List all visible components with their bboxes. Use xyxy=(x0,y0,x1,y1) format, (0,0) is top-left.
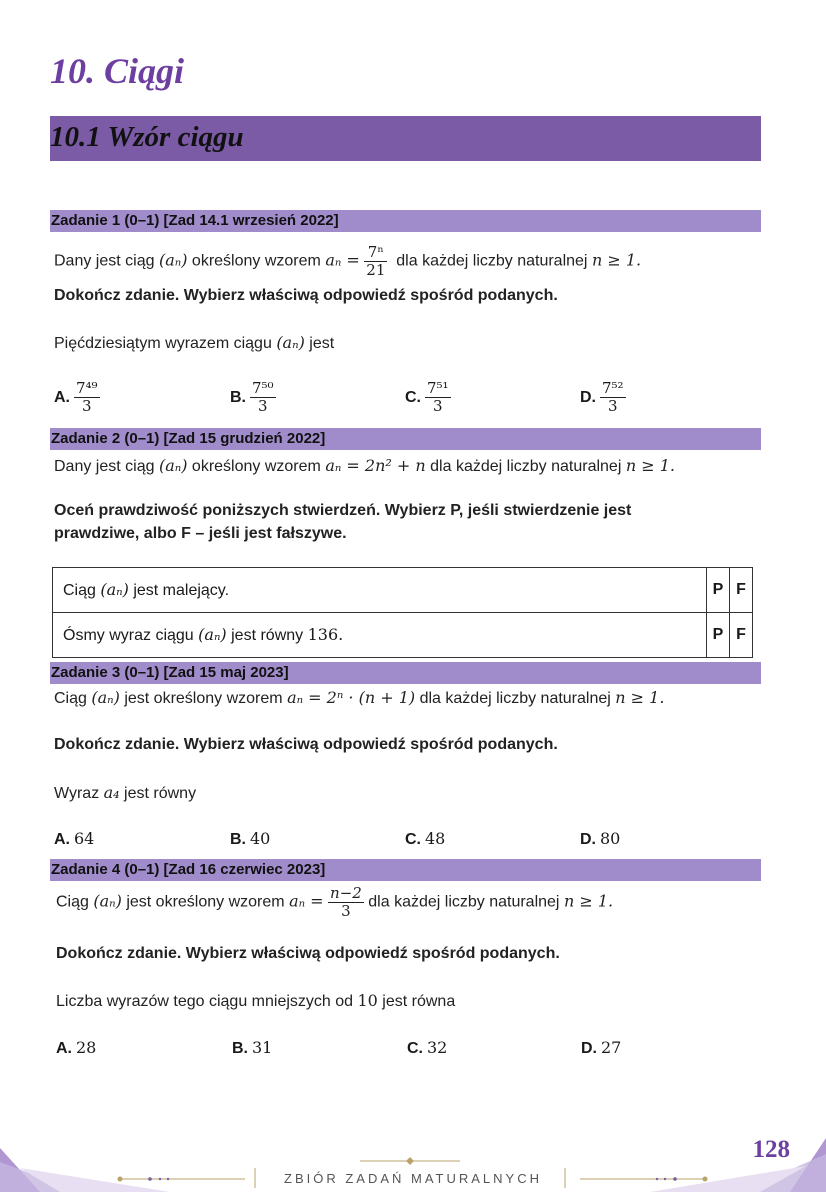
statement-cell xyxy=(53,613,707,658)
question-text: jest xyxy=(309,335,335,352)
option-value: 28 xyxy=(76,1038,97,1057)
statement-text: Ciąg xyxy=(63,582,96,599)
sequence-symbol: (aₙ) xyxy=(198,625,227,644)
true-false-table xyxy=(52,567,753,658)
option-label: A. xyxy=(56,1040,72,1057)
task-2-instruction-line-1: Oceń prawdziwość poniższych stwierdzeń. Wybierz P, jeśli stwierdzenie jest xyxy=(54,502,632,519)
option-value: 27 xyxy=(601,1038,622,1057)
condition: n ≥ 1. xyxy=(563,891,614,911)
statement-text: dla każdej liczby naturalnej xyxy=(430,458,622,475)
statement-text: dla każdej liczby naturalnej xyxy=(419,690,611,707)
question-text: jest równy xyxy=(124,785,197,802)
chapter-title: 10. Ciągi xyxy=(50,51,185,91)
option-label: A. xyxy=(54,388,70,406)
fraction-numerator: 7⁵² xyxy=(602,379,624,397)
task-1-instruction: Dokończ zdanie. Wybierz właściwą odpowiedź spośród podanych. xyxy=(54,287,558,304)
option-label: C. xyxy=(405,388,421,406)
statement-text: Dany jest ciąg xyxy=(54,252,155,270)
task-2-instruction-line-2: prawdziwe, albo F – jeśli jest fałszywe. xyxy=(54,525,347,542)
task-4-option-d[interactable] xyxy=(581,1038,621,1058)
task-4-option-a[interactable] xyxy=(56,1038,96,1058)
option-value: 40 xyxy=(250,829,271,848)
fraction-numerator: 7⁵⁰ xyxy=(252,379,274,397)
statement-text: jest malejący. xyxy=(133,582,230,599)
question-text: Wyraz xyxy=(54,785,100,802)
task-3-header: Zadanie 3 (0–1) [Zad 15 maj 2023] xyxy=(50,662,761,684)
option-label: B. xyxy=(230,388,246,406)
task-3-statement xyxy=(54,688,664,708)
option-label: B. xyxy=(232,1040,248,1057)
task-3-question xyxy=(54,783,196,803)
option-label: C. xyxy=(405,831,421,848)
fraction-numerator: 7⁵¹ xyxy=(427,379,449,397)
task-3-option-b[interactable] xyxy=(230,829,270,849)
answer-f[interactable]: F xyxy=(730,568,753,613)
formula-fraction xyxy=(328,885,364,920)
fraction-denominator: 3 xyxy=(341,902,351,920)
page-number: 128 xyxy=(752,1136,790,1163)
fraction-denominator: 3 xyxy=(258,397,268,415)
fraction-numerator: n−2 xyxy=(330,884,362,902)
statement-text: Ciąg xyxy=(56,893,89,911)
task-3-option-c[interactable] xyxy=(405,829,445,849)
sequence-symbol: (aₙ) xyxy=(158,250,188,270)
option-label: B. xyxy=(230,831,246,848)
statement-text: Ósmy wyraz ciągu xyxy=(63,627,194,644)
table-row xyxy=(53,613,753,658)
statement-text: jest określony wzorem xyxy=(124,690,283,707)
statement-text: jest równy xyxy=(231,627,304,644)
fraction-denominator: 3 xyxy=(433,397,443,415)
question-text: jest równa xyxy=(382,993,456,1010)
task-2-header: Zadanie 2 (0–1) [Zad 15 grudzień 2022] xyxy=(50,428,761,450)
formula: aₙ = 2n² + n xyxy=(325,456,426,475)
option-label: D. xyxy=(580,831,596,848)
task-1-option-a[interactable] xyxy=(54,380,100,415)
option-value: 64 xyxy=(74,829,95,848)
task-1-header: Zadanie 1 (0–1) [Zad 14.1 wrzesień 2022] xyxy=(50,210,761,232)
formula-lhs: aₙ = xyxy=(325,250,360,270)
statement-text: dla każdej liczby naturalnej xyxy=(368,893,560,911)
task-4-header: Zadanie 4 (0–1) [Zad 16 czerwiec 2023] xyxy=(50,859,761,881)
statement-text: określony wzorem xyxy=(191,252,321,270)
sequence-symbol: (aₙ) xyxy=(93,891,122,911)
task-3-instruction: Dokończ zdanie. Wybierz właściwą odpowiedź spośród podanych. xyxy=(54,736,558,753)
fraction-numerator: 7ⁿ xyxy=(364,244,387,262)
task-4-statement xyxy=(56,885,613,920)
option-label: D. xyxy=(581,1040,597,1057)
option-label: C. xyxy=(407,1040,423,1057)
statement-text: określony wzorem xyxy=(191,458,321,475)
table-row xyxy=(53,568,753,613)
term-symbol: a₄ xyxy=(103,783,120,802)
task-1-option-b[interactable] xyxy=(230,380,276,415)
task-4-question xyxy=(56,991,455,1011)
option-value: 48 xyxy=(425,829,446,848)
answer-f[interactable]: F xyxy=(730,613,753,658)
statement-value: 136. xyxy=(307,625,344,644)
statement-cell xyxy=(53,568,707,613)
answer-p[interactable]: P xyxy=(707,613,730,658)
question-text: Liczba wyrazów tego ciągu mniejszych od xyxy=(56,993,354,1010)
sequence-symbol: (aₙ) xyxy=(158,456,188,475)
fraction-numerator: 7⁴⁹ xyxy=(76,379,98,397)
fraction-denominator: 3 xyxy=(608,397,618,415)
section-bar xyxy=(50,116,761,161)
task-3-option-a[interactable] xyxy=(54,829,94,849)
question-number: 10 xyxy=(357,991,378,1010)
condition: n ≥ 1. xyxy=(625,456,675,475)
answer-p[interactable]: P xyxy=(707,568,730,613)
condition: n ≥ 1. xyxy=(591,250,642,270)
statement-text: Dany jest ciąg xyxy=(54,458,155,475)
statement-text: jest określony wzorem xyxy=(126,893,285,911)
statement-text: dla każdej liczby naturalnej xyxy=(396,252,588,270)
formula: aₙ = 2ⁿ · (n + 1) xyxy=(287,688,416,707)
task-2-statement xyxy=(54,456,675,476)
formula-lhs: aₙ = xyxy=(289,891,324,911)
task-4-option-c[interactable] xyxy=(407,1038,447,1058)
sequence-symbol: (aₙ) xyxy=(100,580,129,599)
task-1-option-d[interactable] xyxy=(580,380,626,415)
question-text: Pięćdziesiątym wyrazem ciągu xyxy=(54,335,272,352)
option-label: A. xyxy=(54,831,70,848)
sequence-symbol: (aₙ) xyxy=(276,333,305,352)
condition: n ≥ 1. xyxy=(615,688,665,707)
sequence-symbol: (aₙ) xyxy=(91,688,120,707)
formula-fraction xyxy=(364,244,387,279)
task-1-option-c[interactable] xyxy=(405,380,451,415)
statement-text: Ciąg xyxy=(54,690,87,707)
task-4-instruction: Dokończ zdanie. Wybierz właściwą odpowiedź spośród podanych. xyxy=(56,945,560,962)
option-label: D. xyxy=(580,388,596,406)
fraction-denominator: 21 xyxy=(366,261,386,279)
section-title: 10.1 Wzór ciągu xyxy=(50,121,244,153)
task-1-question xyxy=(54,333,334,353)
task-3-option-d[interactable] xyxy=(580,829,620,849)
task-1-statement xyxy=(54,244,641,279)
option-value: 31 xyxy=(252,1038,273,1057)
task-4-option-b[interactable] xyxy=(232,1038,272,1058)
fraction-denominator: 3 xyxy=(82,397,92,415)
option-value: 32 xyxy=(427,1038,448,1057)
option-value: 80 xyxy=(600,829,621,848)
footer-title: ZBIÓR ZADAŃ MATURALNYCH xyxy=(284,1171,542,1186)
